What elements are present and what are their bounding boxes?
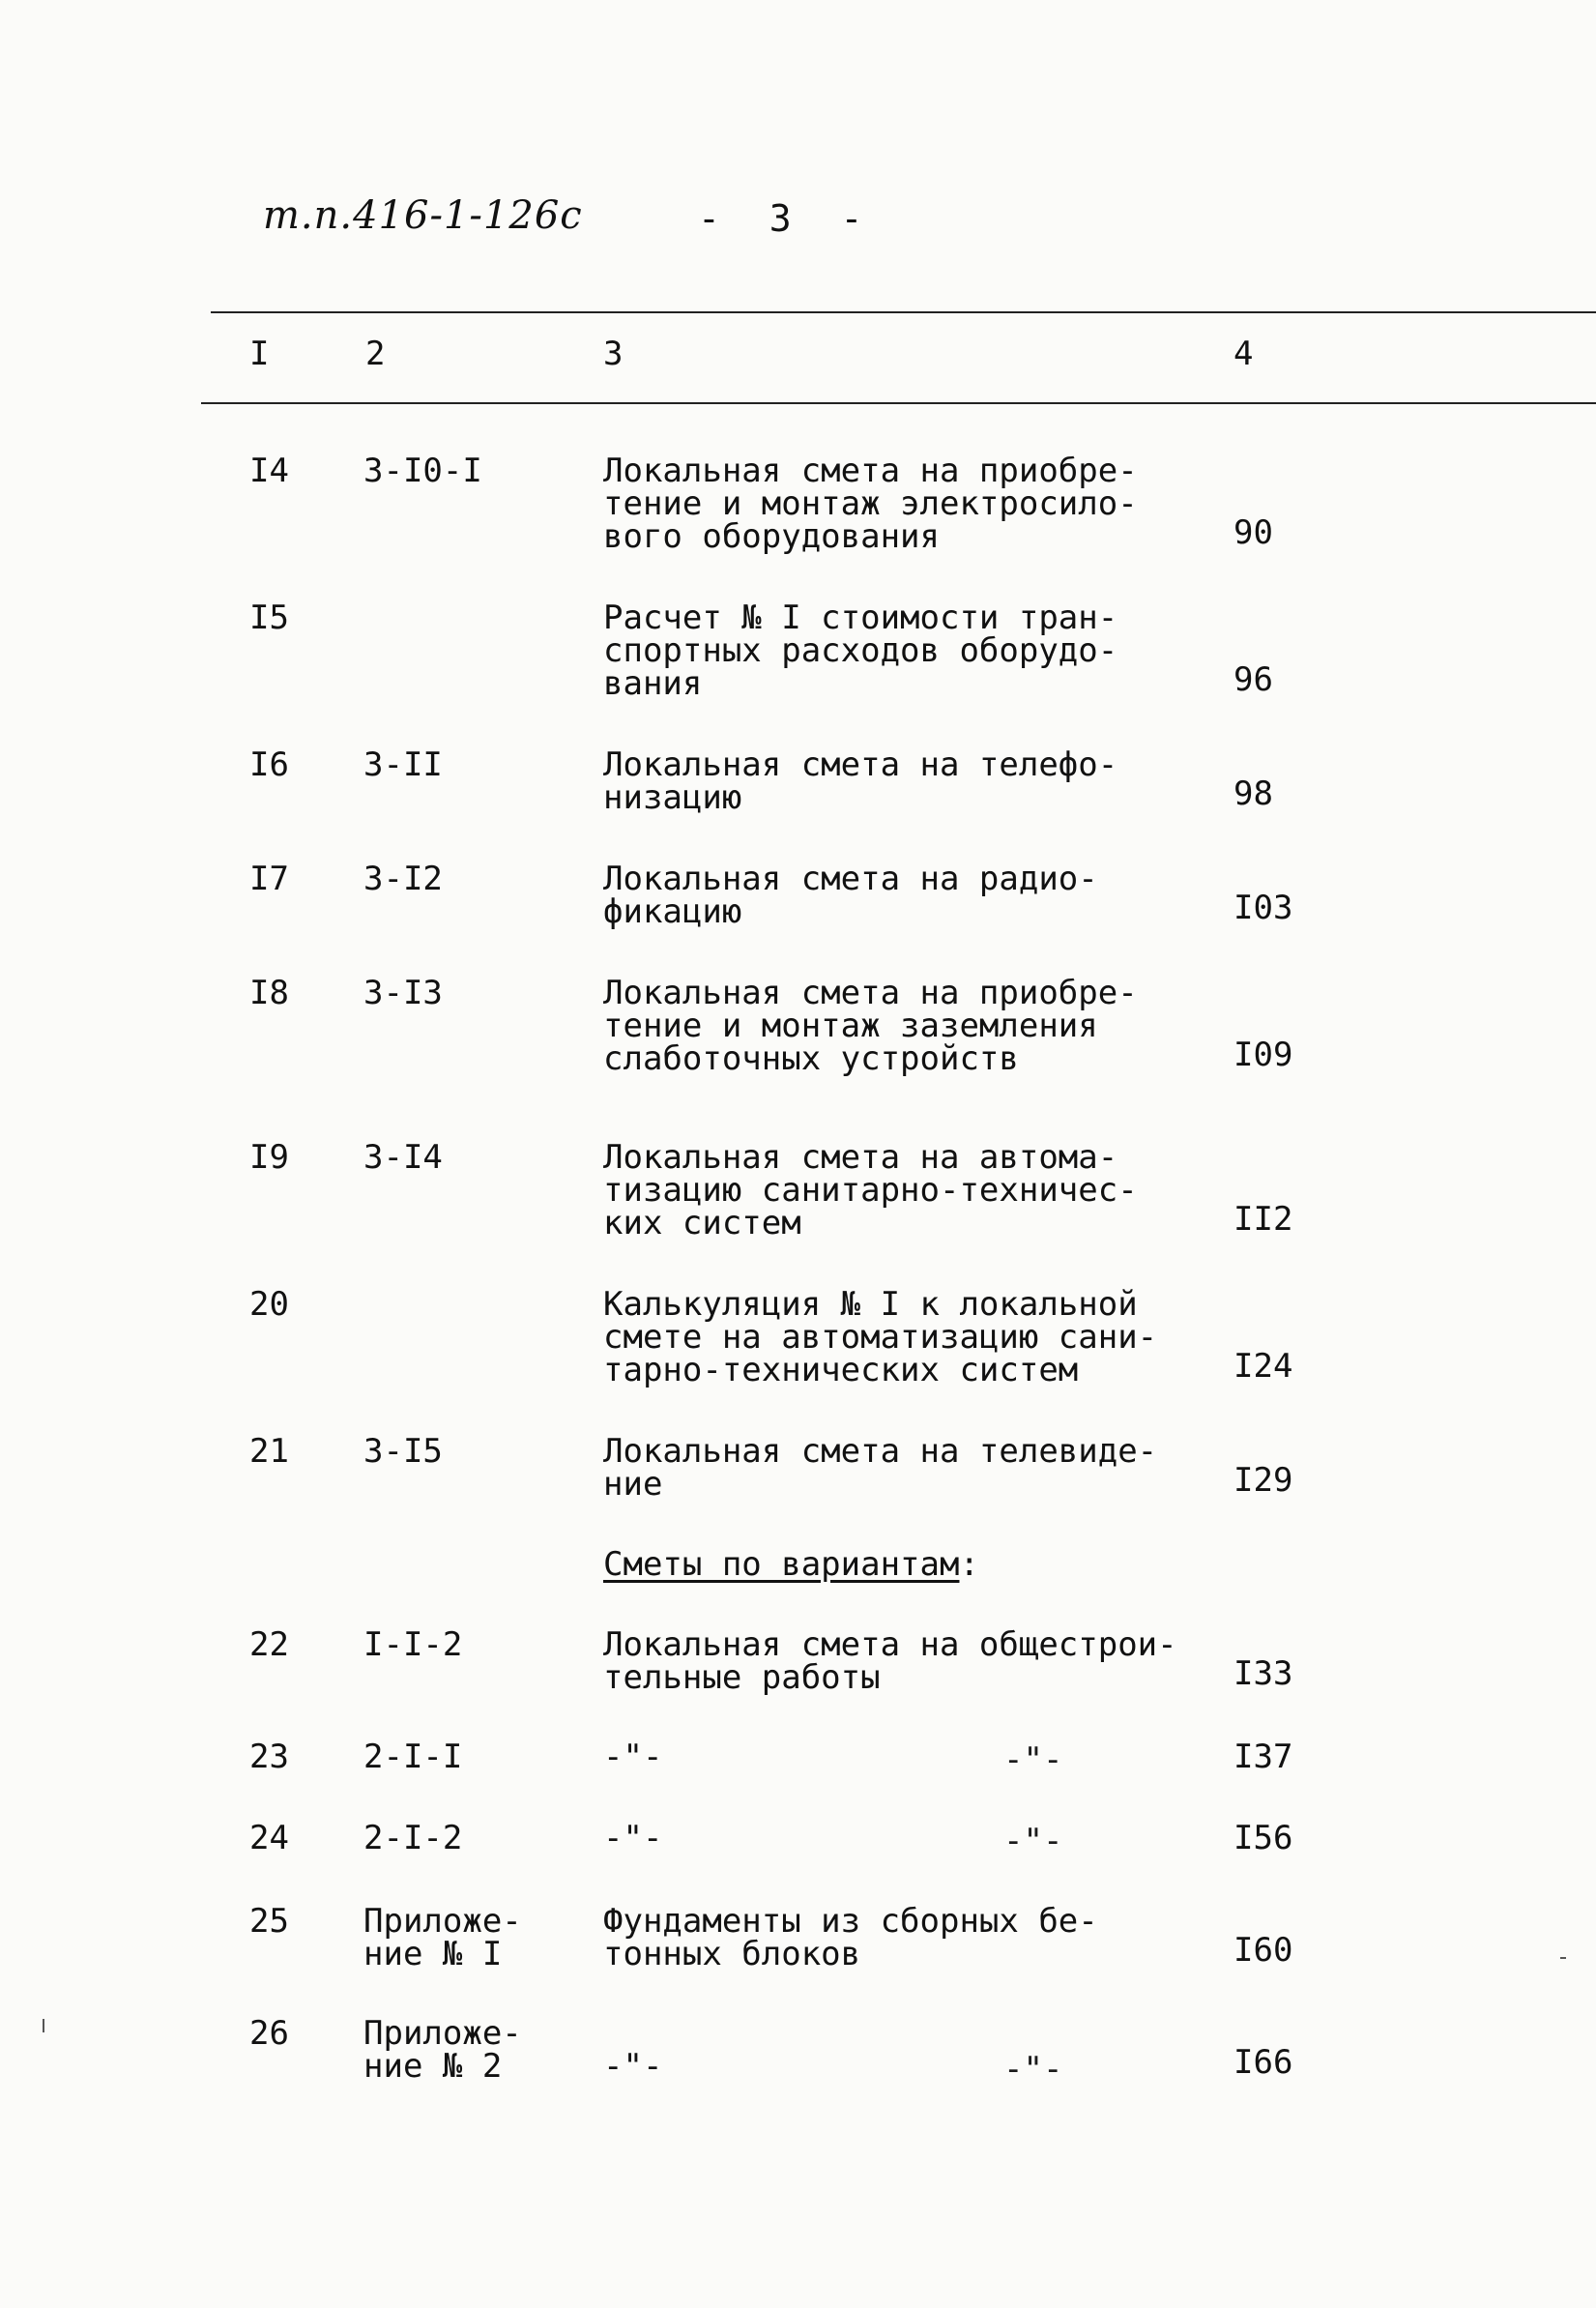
row-description: Локальная смета на приобре- тение и монтаж электросило- вого оборудования xyxy=(603,452,1138,556)
ditto-mark: -"- xyxy=(1003,1740,1063,1779)
row-page: 98 xyxy=(1233,774,1273,813)
row-number: I7 xyxy=(249,860,289,898)
ditto-mark: -"- xyxy=(1003,1822,1063,1860)
row-page: I33 xyxy=(1233,1654,1293,1693)
row-description: Фундаменты из сборных бе- тонных блоков xyxy=(603,1902,1098,1973)
row-page: I66 xyxy=(1233,2043,1293,2082)
row-code: I-I-2 xyxy=(363,1625,463,1664)
column-header-3: 3 xyxy=(603,335,624,373)
row-page: 96 xyxy=(1233,660,1273,699)
row-code: 3-I0-I xyxy=(363,452,482,490)
row-description: Локальная смета на общестрои- тельные работы xyxy=(603,1625,1177,1697)
row-description: Локальная смета на автома- тизацию санитарно-техничес- ких систем xyxy=(603,1138,1138,1242)
row-code: Приложе- ние № 2 xyxy=(363,2014,522,2086)
row-code: 2-I-2 xyxy=(363,1819,463,1857)
row-code: 3-I3 xyxy=(363,974,443,1012)
row-page: 90 xyxy=(1233,513,1273,552)
column-header-1: I xyxy=(249,335,270,373)
section-heading-colon: : xyxy=(959,1545,979,1584)
row-number: 23 xyxy=(249,1738,289,1776)
row-number: I9 xyxy=(249,1138,289,1177)
row-description: Расчет № I стоимости тран- спортных расходов оборудо- вания xyxy=(603,599,1118,703)
row-code: 3-I4 xyxy=(363,1138,443,1177)
row-page: I37 xyxy=(1233,1738,1293,1776)
column-header-2: 2 xyxy=(365,335,386,373)
row-number: 21 xyxy=(249,1432,289,1471)
row-number: 22 xyxy=(249,1625,289,1664)
row-description: Локальная смета на приобре- тение и монтаж заземления слаботочных устройств xyxy=(603,974,1138,1078)
table-header-rule xyxy=(201,402,1596,404)
scan-speck xyxy=(43,2019,44,2032)
row-description: -"- xyxy=(603,1738,663,1776)
section-heading-text: Сметы по вариантам xyxy=(603,1545,960,1584)
ditto-mark: -"- xyxy=(1003,2050,1063,2089)
row-number: 26 xyxy=(249,2014,289,2053)
row-description: -"- xyxy=(603,2047,663,2086)
row-page: I60 xyxy=(1233,1931,1293,1970)
row-page: I09 xyxy=(1233,1036,1293,1074)
row-page: I56 xyxy=(1233,1819,1293,1857)
row-page: I03 xyxy=(1233,889,1293,927)
section-heading xyxy=(603,1545,979,1584)
row-code: 3-I5 xyxy=(363,1432,443,1471)
scan-speck xyxy=(1560,1957,1566,1959)
row-number: 25 xyxy=(249,1902,289,1941)
row-code: 2-I-I xyxy=(363,1738,463,1776)
table-top-rule xyxy=(211,311,1596,313)
row-number: I6 xyxy=(249,745,289,784)
row-description: Локальная смета на телевиде- ние xyxy=(603,1432,1158,1504)
row-page: II2 xyxy=(1233,1200,1293,1239)
row-number: 24 xyxy=(249,1819,289,1857)
page-number: - 3 - xyxy=(698,197,877,240)
column-header-4: 4 xyxy=(1233,335,1254,373)
row-page: I24 xyxy=(1233,1347,1293,1386)
document-code: т.п.416-1-126с xyxy=(263,193,583,238)
row-number: 20 xyxy=(249,1285,289,1324)
row-description: Локальная смета на телефо- низацию xyxy=(603,745,1118,817)
row-description: Калькуляция № I к локальной смете на автоматизацию сани- тарно-технических систем xyxy=(603,1285,1158,1389)
row-code: Приложе- ние № I xyxy=(363,1902,522,1973)
row-number: I5 xyxy=(249,599,289,637)
row-description: -"- xyxy=(603,1819,663,1857)
row-number: I8 xyxy=(249,974,289,1012)
row-page: I29 xyxy=(1233,1461,1293,1500)
row-code: 3-II xyxy=(363,745,443,784)
row-code: 3-I2 xyxy=(363,860,443,898)
row-number: I4 xyxy=(249,452,289,490)
row-description: Локальная смета на радио- фикацию xyxy=(603,860,1098,931)
